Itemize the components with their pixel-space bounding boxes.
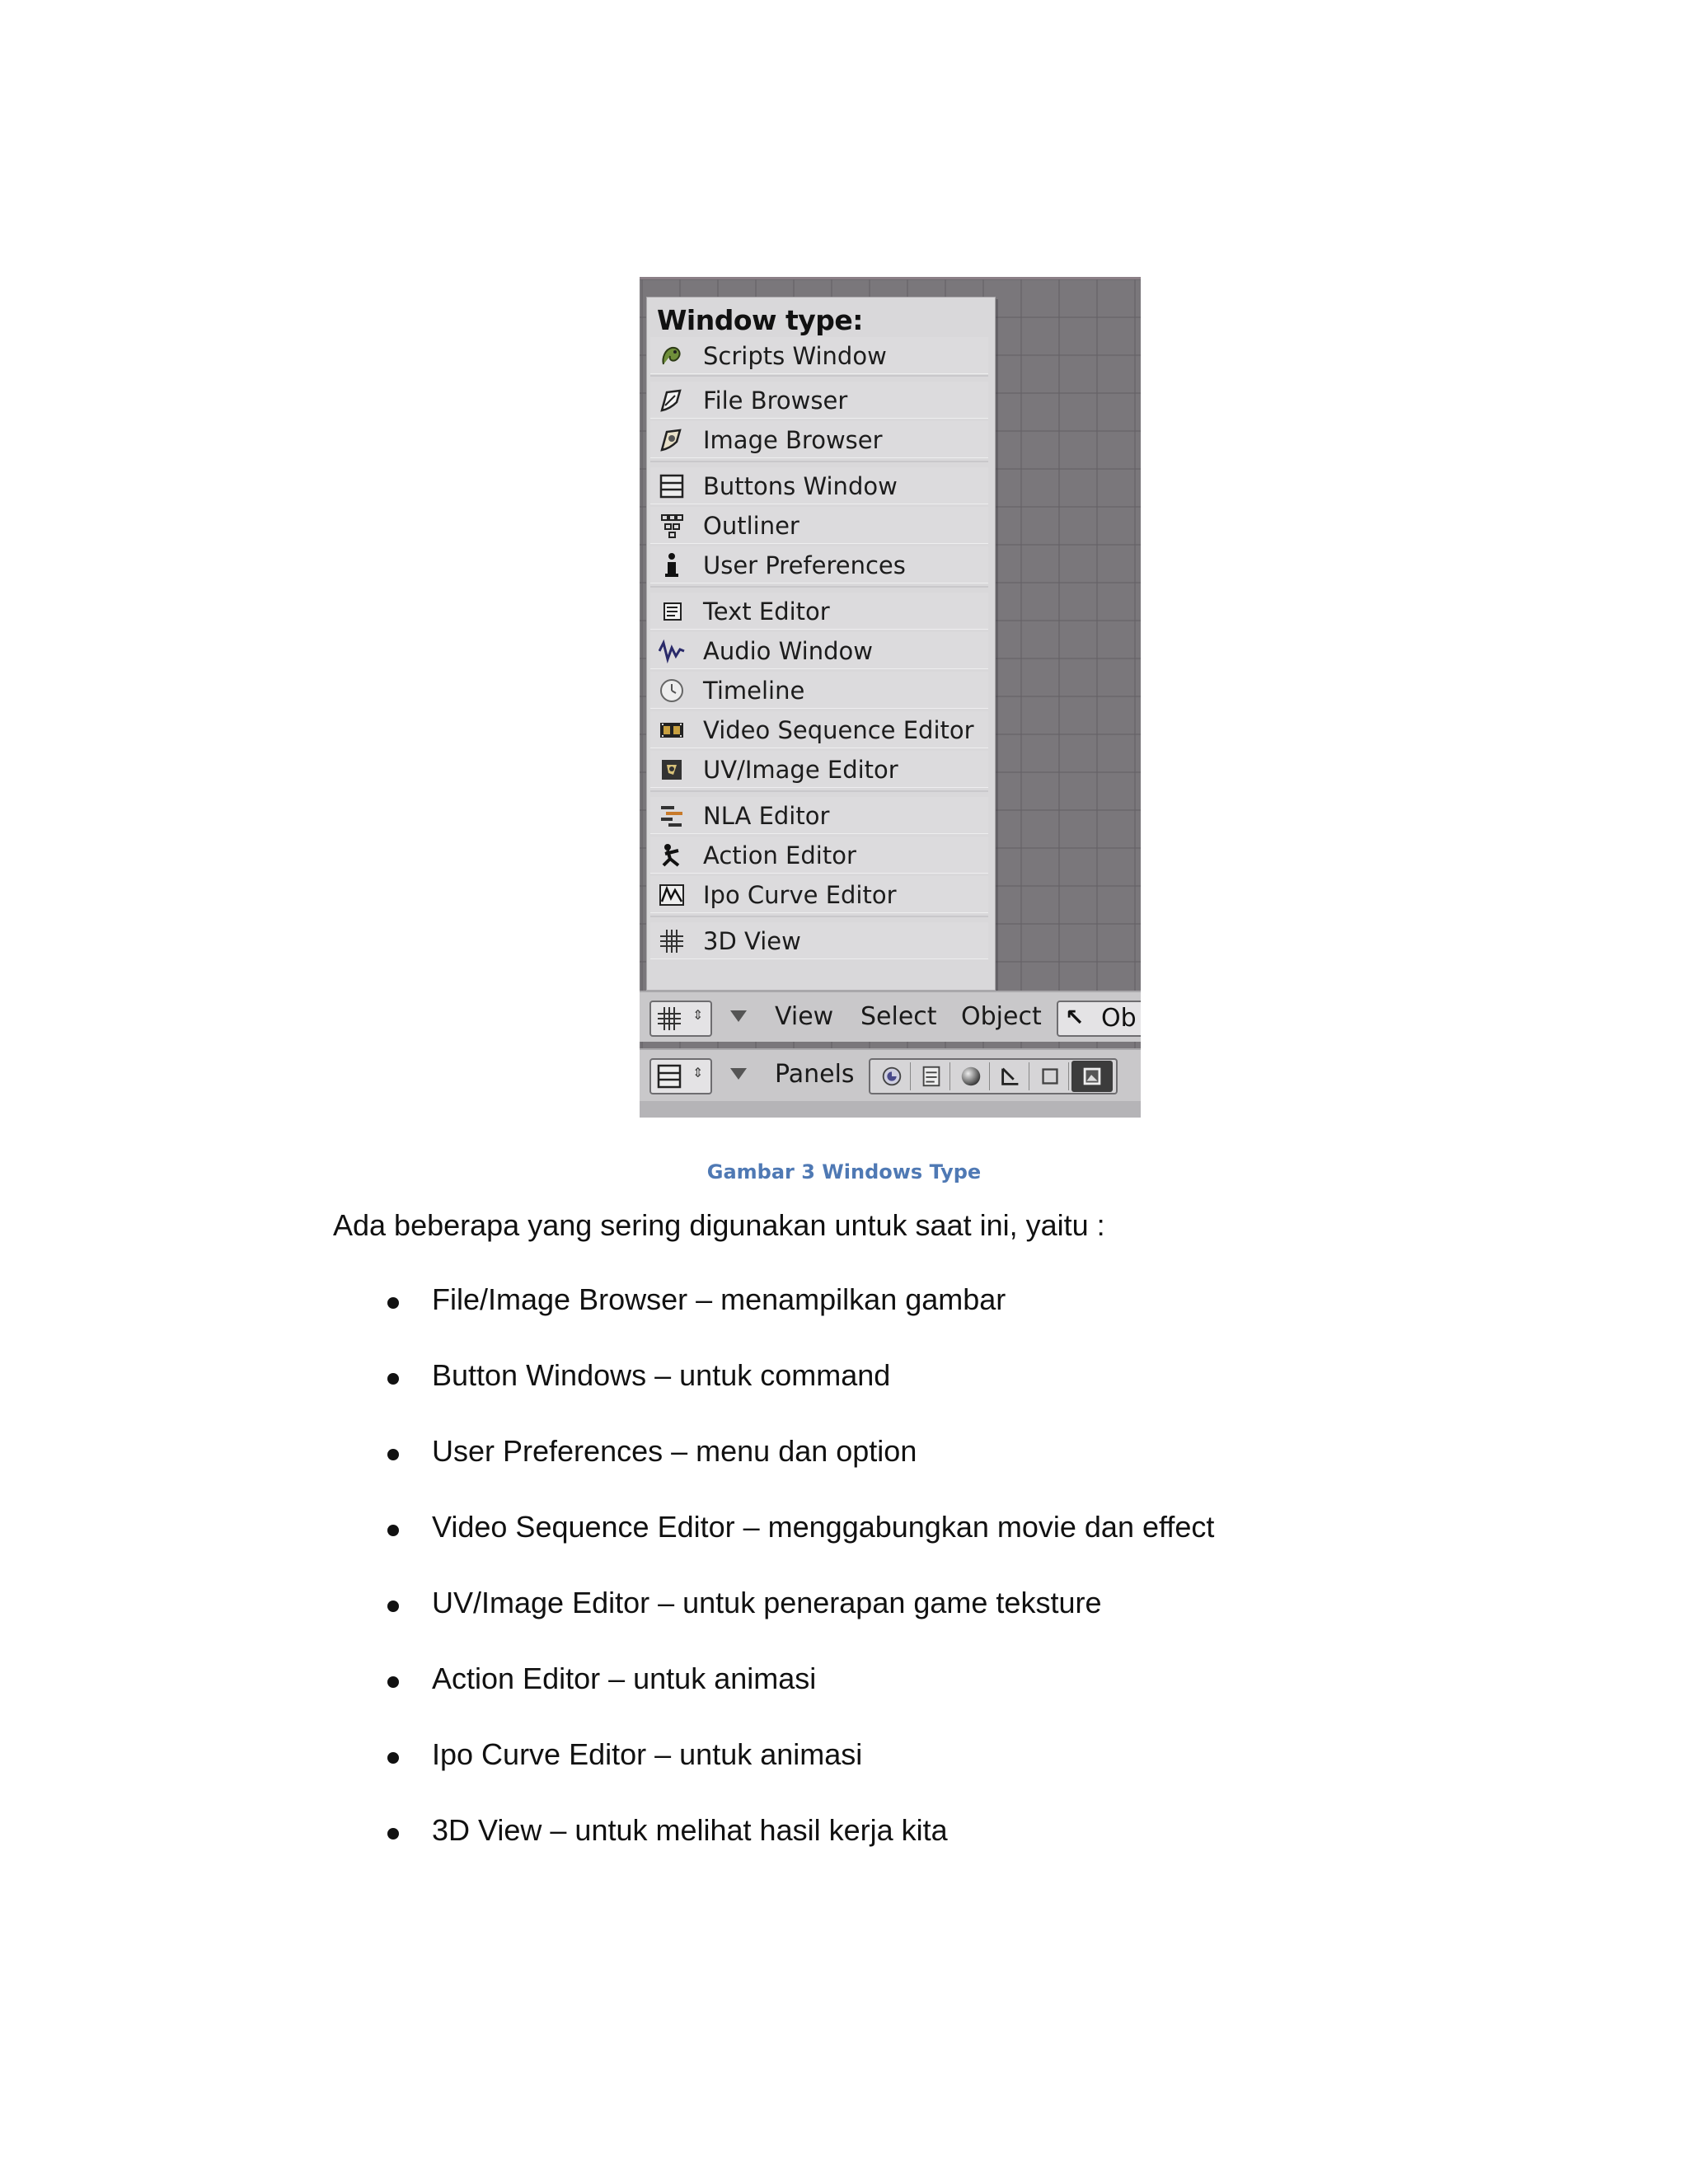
menu-item-user-preferences[interactable]: User Preferences [650, 546, 988, 583]
panels-menu[interactable]: Panels [775, 1060, 855, 1089]
script-icon[interactable] [913, 1062, 950, 1090]
bullet-dot [387, 1676, 399, 1688]
view-menu[interactable]: View [775, 1002, 834, 1031]
menu-item-3d-view[interactable]: 3D View [650, 922, 988, 959]
menu-item-action-editor[interactable]: Action Editor [650, 837, 988, 874]
menu-divider [650, 461, 988, 462]
menu-item-video-sequence-editor[interactable]: Video Sequence Editor [650, 711, 988, 748]
menu-divider [650, 916, 988, 917]
menu-item-nla-editor[interactable]: NLA Editor [650, 797, 988, 834]
shading-sphere-icon[interactable] [953, 1062, 990, 1090]
nla-icon [659, 803, 685, 829]
bullet-dot [387, 1752, 399, 1764]
scripts-icon [659, 343, 685, 369]
mode-selector[interactable] [1057, 1001, 1141, 1037]
menu-item-buttons-window[interactable]: Buttons Window [650, 467, 988, 504]
collapse-triangle-icon[interactable] [730, 1010, 747, 1022]
film-strip-icon [659, 717, 685, 743]
editing-icon[interactable] [1032, 1062, 1069, 1090]
buttons-header [640, 1048, 1141, 1103]
menu-item-ipo-curve-editor[interactable]: Ipo Curve Editor [650, 876, 988, 913]
bullet-dot [387, 1449, 399, 1460]
window-type-button[interactable] [649, 1001, 712, 1037]
intro-paragraph: Ada beberapa yang sering digunakan untuk saat ini, yaitu : [333, 1208, 1105, 1242]
window-type-screenshot [640, 277, 1141, 1118]
grid-icon [659, 928, 685, 954]
object-mode-icon: ↖ [1065, 1004, 1085, 1031]
menu-title: Window type: [657, 304, 863, 336]
buttons-window-icon [656, 1063, 682, 1090]
menu-item-timeline[interactable]: Timeline [650, 672, 988, 709]
viewport-border [640, 277, 1141, 279]
file-browser-icon [659, 387, 685, 414]
bullet-dot [387, 1601, 399, 1612]
action-figure-icon [659, 842, 685, 869]
window-type-menu [646, 297, 996, 991]
clock-icon [659, 677, 685, 704]
outliner-icon [659, 513, 685, 539]
buttons-window-area [640, 1101, 1141, 1118]
scene-icon[interactable] [1071, 1061, 1113, 1092]
collapse-triangle-icon[interactable] [730, 1068, 747, 1080]
menu-divider [650, 375, 988, 377]
menu-item-file-browser[interactable]: File Browser [650, 382, 988, 419]
menu-item-uv-image-editor[interactable]: UV/Image Editor [650, 751, 988, 788]
updown-arrows-icon: ⇕ [692, 1065, 704, 1080]
updown-arrows-icon: ⇕ [692, 1007, 704, 1023]
audio-wave-icon [659, 638, 685, 664]
view3d-header [640, 991, 1141, 1042]
menu-divider [650, 790, 988, 792]
context-buttons [869, 1058, 1118, 1094]
text-editor-icon [659, 598, 685, 625]
logic-icon[interactable] [874, 1062, 911, 1090]
figure-caption: Gambar 3 Windows Type [706, 1160, 982, 1183]
menu-item-audio-window[interactable]: Audio Window [650, 632, 988, 669]
menu-item-text-editor[interactable]: Text Editor [650, 593, 988, 630]
bullet-dot [387, 1828, 399, 1840]
info-icon [659, 552, 685, 579]
uv-image-icon [659, 757, 685, 783]
menu-item-scripts-window[interactable]: Scripts Window [650, 337, 988, 374]
mode-label: Ob [1101, 1004, 1137, 1033]
curve-icon [659, 882, 685, 908]
window-type-button[interactable] [649, 1058, 712, 1094]
select-menu[interactable]: Select [860, 1002, 937, 1031]
buttons-window-icon [659, 473, 685, 499]
menu-item-image-browser[interactable]: Image Browser [650, 421, 988, 458]
menu-divider [650, 586, 988, 588]
grid-icon [656, 1005, 682, 1032]
bullet-dot [387, 1373, 399, 1385]
bullet-dot [387, 1525, 399, 1536]
object-icon[interactable] [992, 1062, 1029, 1090]
object-menu[interactable]: Object [961, 1002, 1042, 1031]
image-browser-icon [659, 427, 685, 453]
menu-item-outliner[interactable]: Outliner [650, 507, 988, 544]
bullet-dot [387, 1297, 399, 1309]
